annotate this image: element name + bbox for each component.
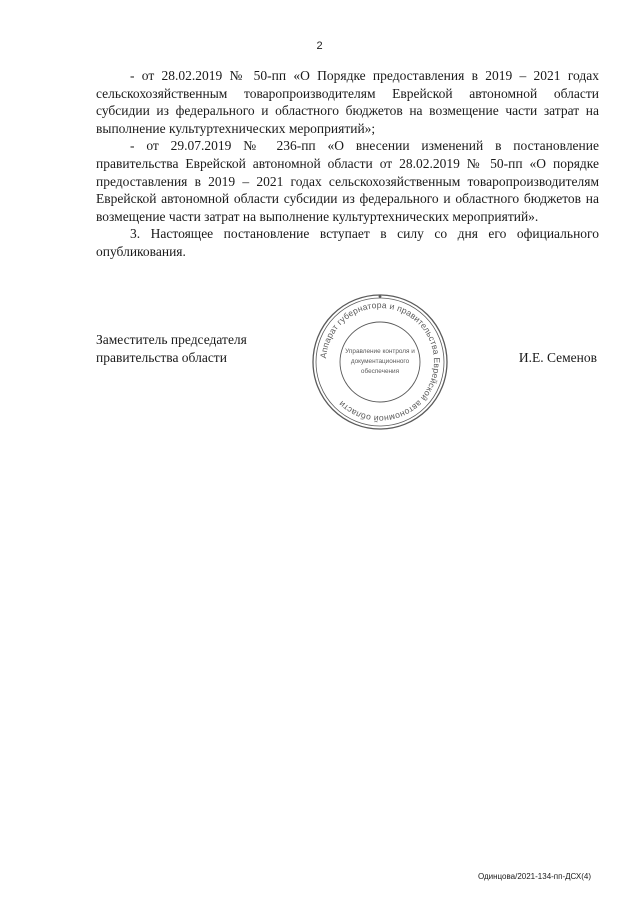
signatory-name: И.Е. Семенов	[518, 350, 597, 365]
signatory-position-line-2: правительства области	[96, 350, 227, 365]
paragraph-item-1: - от 28.02.2019 № 50-пп «О Порядке предоставления в 2019 – 2021 годах сельскохозяйственным товаропроизводителям Еврейской автономной области субсидии из федерального и областного бюджетов на возмещение части затрат на выполнение культуртехнических мероприятий»;	[96, 68, 599, 136]
page-number: 2	[316, 40, 323, 52]
seal-center-line-1: Управление контроля и	[345, 348, 415, 355]
paragraph-item-3: 3. Настоящее постановление вступает в силу со дня его официального опубликования.	[96, 226, 599, 259]
signatory-position-line-1: Заместитель председателя	[96, 332, 247, 347]
signatory-position	[96, 331, 247, 367]
seal-center-line-2: документационного	[350, 358, 410, 365]
paragraph-item-2: - от 29.07.2019 № 236-пп «О внесении изменений в постановление правительства Еврейской автономной области от 28.02.2019 № 50-пп «О порядке предоставления в 2019 – 2021 годах сельскохозяйственным товаропроизводителям Еврейской автономной области субсидии из федерального и областного бюджетов на возмещение части затрат на выполнение культуртехнических мероприятий».	[96, 138, 599, 224]
seal-outer-textpath: Аппарат губернатора и правительства Еврейской автономной области	[318, 299, 443, 425]
official-seal	[310, 292, 450, 432]
seal-center-line-3: обеспечения	[360, 368, 400, 375]
footer-document-code: Одинцова/2021-134-пп-ДСХ(4)	[477, 872, 591, 881]
document-body	[96, 67, 599, 261]
